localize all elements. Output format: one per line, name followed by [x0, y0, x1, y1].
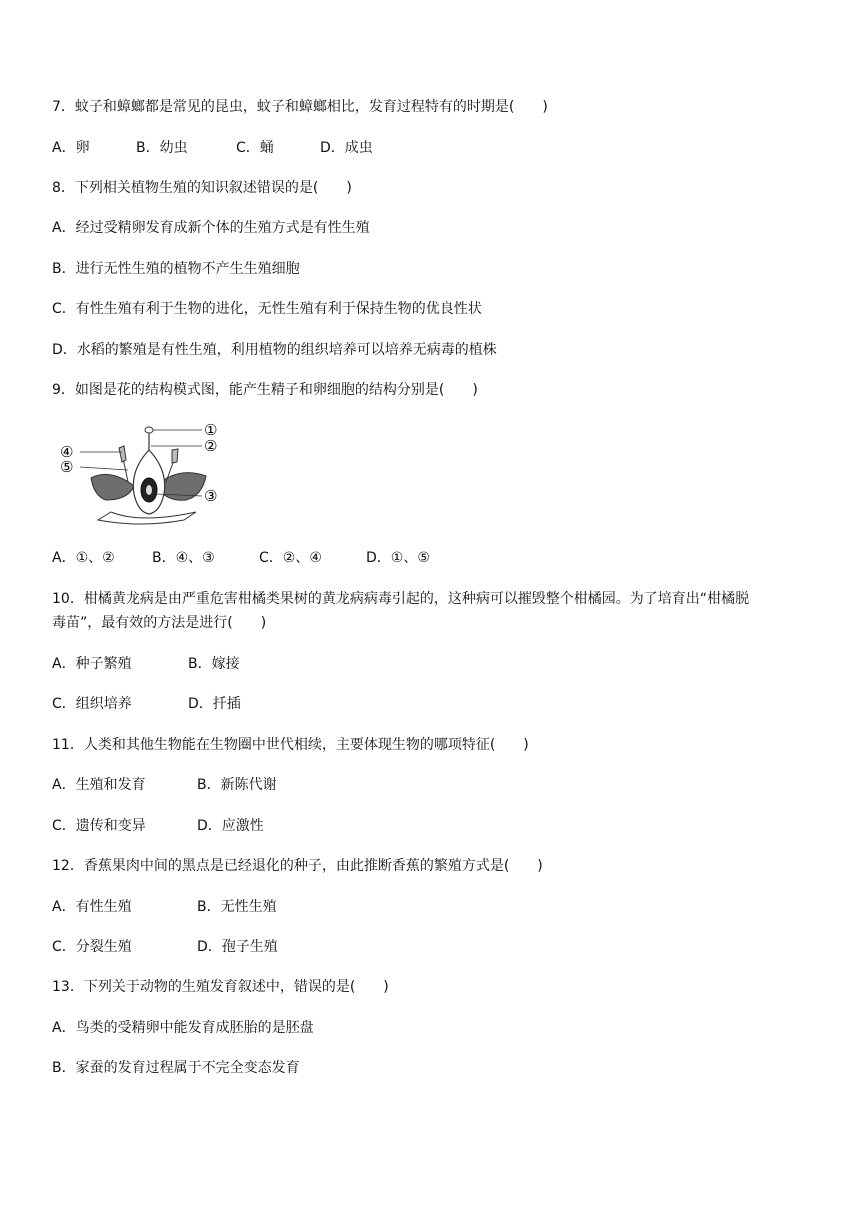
q7-option-b: B．幼虫	[136, 140, 188, 156]
q12-option-a: A．有性生殖	[52, 899, 132, 915]
q9-option-a: A．①、②	[52, 550, 115, 566]
q11-stem: 11．人类和其他生物能在生物圈中世代相续，主要体现生物的哪项特征( )	[52, 737, 529, 753]
q13-option-a: A．鸟类的受精卵中能发育成胚胎的是胚盘	[52, 1020, 314, 1036]
label-4: ④	[60, 443, 74, 461]
q13-option-b: B．家蚕的发育过程属于不完全变态发育	[52, 1060, 300, 1076]
q8-option-b: B．进行无性生殖的植物不产生生殖细胞	[52, 261, 300, 277]
q11-options-row-1	[52, 775, 277, 795]
q12-options-row-1	[52, 897, 277, 917]
q12-option-d: D．孢子生殖	[197, 939, 278, 955]
q7-stem: 7．蚊子和蟑螂都是常见的昆虫，蚊子和蟑螂相比，发育过程特有的时期是( )	[52, 99, 548, 115]
q11-option-b: B．新陈代谢	[197, 777, 277, 793]
q8-option-a: A．经过受精卵发育成新个体的生殖方式是有性生殖	[52, 220, 370, 236]
q10-option-a: A．种子繁殖	[52, 656, 132, 672]
q8-option-d: D．水稻的繁殖是有性生殖，利用植物的组织培养可以培养无病毒的植株	[52, 342, 497, 358]
q9-option-d: D．①、⑤	[366, 550, 430, 566]
label-5: ⑤	[60, 458, 74, 476]
q7-option-c: C．蛹	[236, 140, 274, 156]
q12-option-c: C．分裂生殖	[52, 939, 132, 955]
q12-option-b: B．无性生殖	[197, 899, 277, 915]
q10-stem-line2: 毒苗”，最有效的方法是进行( )	[52, 615, 267, 631]
q11-options-row-2	[52, 816, 264, 836]
q10-options-row-1	[52, 654, 240, 674]
left-anther	[119, 446, 126, 462]
q12-stem: 12．香蕉果肉中间的黑点是已经退化的种子，由此推断香蕉的繁殖方式是( )	[52, 858, 543, 874]
q11-option-a: A．生殖和发育	[52, 777, 146, 793]
label-2: ②	[204, 437, 218, 455]
q11-option-d: D．应激性	[197, 818, 264, 834]
q9-option-c: C．②、④	[259, 550, 322, 566]
label-3: ③	[204, 487, 218, 505]
q8-stem: 8．下列相关植物生殖的知识叙述错误的是( )	[52, 180, 352, 196]
q10-options-row-2	[52, 694, 241, 714]
q10-option-d: D．扦插	[188, 696, 241, 712]
q8-option-c: C．有性生殖有利于生物的进化，无性生殖有利于保持生物的优良性状	[52, 301, 482, 317]
right-anther	[172, 449, 178, 463]
q10-option-c: C．组织培养	[52, 696, 132, 712]
q7-option-d: D．成虫	[320, 140, 373, 156]
q9-options-row	[52, 548, 430, 568]
q9-option-b: B．④、③	[152, 550, 215, 566]
q10-stem-line1: 10．柑橘黄龙病是由严重危害柑橘类果树的黄龙病病毒引起的，这种病可以摧毁整个柑橘园。为了培育出“柑橘脱	[52, 591, 750, 607]
flower-structure-diagram	[56, 420, 226, 530]
q12-options-row-2	[52, 937, 278, 957]
q11-option-c: C．遗传和变异	[52, 818, 146, 834]
q9-stem: 9．如图是花的结构模式图，能产生精子和卵细胞的结构分别是( )	[52, 382, 478, 398]
label-1: ①	[204, 421, 218, 439]
q13-stem: 13．下列关于动物的生殖发育叙述中，错误的是( )	[52, 979, 389, 995]
q10-option-b: B．嫁接	[188, 656, 240, 672]
q7-options-row	[52, 138, 373, 158]
stigma	[145, 427, 153, 433]
q7-option-a: A．卵	[52, 140, 90, 156]
